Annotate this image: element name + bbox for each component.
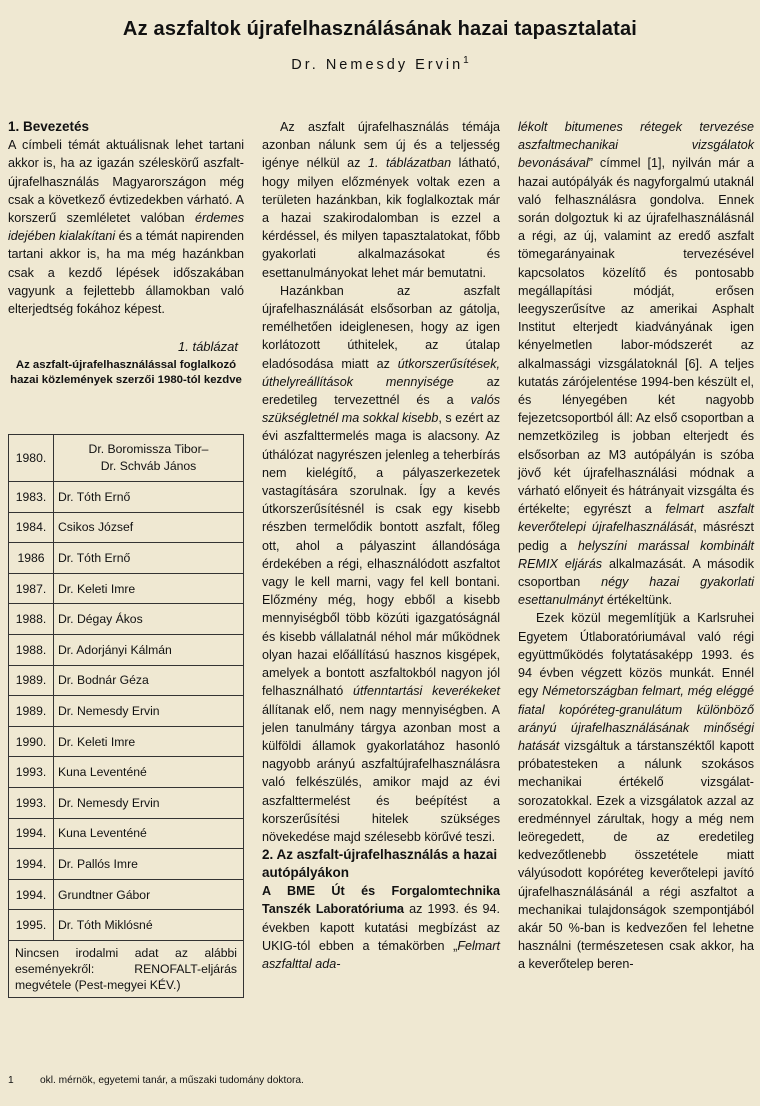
table-row [9, 604, 244, 635]
footnote-text: okl. mérnök, egyetemi tanár, a műszaki tudomány doktora. [40, 1075, 304, 1086]
year-cell: 1990. [9, 726, 54, 757]
author-cell: Kuna Leventéné [54, 757, 244, 788]
year-cell: 1988. [9, 604, 54, 635]
emphasis-run: Németországban felmart, még eléggé fiatal kopóréteg-granulátum különböző arányú újrafelhasználásának minőségi hatását [518, 684, 754, 753]
author-cell: Dr. Tóth Miklósné [54, 910, 244, 941]
author-cell: Grundtner Gábor [54, 879, 244, 910]
author-cell: Dr. Bodnár Géza [54, 665, 244, 696]
footnote [8, 1075, 304, 1086]
bold-run: A BME Út és Forgalomtechnika Tanszék Laboratóriuma [262, 884, 500, 917]
emphasis-run: helyszíni marással kombinált REMIX eljárás [518, 538, 754, 571]
col2-paragraph-2 [262, 282, 500, 846]
publications-table [8, 434, 244, 998]
emphasis-run: útkorszerűsítések, úthelyreállítások mennyisége [262, 356, 500, 389]
author-cell: Dr. Nemesdy Ervin [54, 696, 244, 727]
column-3 [518, 118, 754, 974]
author-line: Dr. Boromissza Tibor– [88, 442, 209, 456]
author-cell: Dr. Dégay Ákos [54, 604, 244, 635]
author-cell: Csikos József [54, 512, 244, 543]
col3-paragraph-2 [518, 609, 754, 973]
table-number: 1. táblázat [178, 339, 238, 355]
author-cell: Kuna Leventéné [54, 818, 244, 849]
author-cell: Dr. Keleti Imre [54, 726, 244, 757]
author-cell: Dr. Pallós Imre [54, 849, 244, 880]
table-row [9, 573, 244, 604]
author-cell: Dr. Nemesdy Ervin [54, 787, 244, 818]
year-cell: 1989. [9, 696, 54, 727]
text-run: A címbeli témát aktuálisnak lehet tartani akkor is, ha az igazán széleskörű aszfalt-újrafelhasználás Magyarországon még csak a következő évtizedekben várható. A korszerű szemléletet valóban [8, 138, 244, 226]
text-run: ” címmel [1], nyilván már a hazai autópályák és nagyforgalmú utaknál való felhasználásra gondolva. Ennek során dolgoztuk ki az újrafelhasználásnál a régi, az új, valamint az eredő aszfalt tömegarányainak tervezésével kapcsolatos közelítő és pontosabb megállapítási módját, erősen leegyszerűsítve az amerikai Asphalt Institut elterjedt kiadványának igen kényelmetlen labor-módszerét az alkalmassági vizsgálatoknál [6]. A teljes kutatás zárójelentése 1994-ben készült el, és lényegében két nagyobb fejezetcsoportból áll: Az első csoportban a nemzetközileg is jobban elterjedt és elsősorban az M3 autópályán is szóba jövő két újrafelhasználási módnak a várható előnyeit és hátrányait vizsgálta és értékelte; egyrészt a [518, 156, 754, 517]
emphasis-run: 1. táblázatban [367, 156, 452, 171]
emphasis-run: valós szükségletnél ma sokkal kisebb [262, 393, 500, 426]
col2-paragraph-3 [262, 882, 500, 973]
emphasis-run: Felmart aszfalttal ada- [262, 938, 500, 971]
table-row [9, 726, 244, 757]
year-cell: 1994. [9, 849, 54, 880]
author-cell: Dr. Tóth Ernő [54, 543, 244, 574]
author-cell: Dr. Keleti Imre [54, 573, 244, 604]
text-run: Hazánkban az aszfalt újrafelhasználását elsősorban az gátolja, remélhetően ideiglenesen, hogy az igen korlátozott úthitelek, az útalap eladósodása miatt az [262, 283, 500, 371]
year-cell: 1984. [9, 512, 54, 543]
col2-paragraph-1 [262, 118, 500, 282]
table-row [9, 512, 244, 543]
table-row [9, 849, 244, 880]
table-row [9, 665, 244, 696]
author-footnote-mark: 1 [463, 55, 469, 66]
author-cell: Dr. Tóth Ernő [54, 482, 244, 513]
text-run: vizsgáltuk a társtanszéktől kapott próbatesteken a nálunk szokásos mechanikai értékelő vizsgálat-sorozatokkal. Ezek a vizsgálatok azzal az eredménnyel zárultak, hogy a még nem leöregedett, de az eredetileg kedvezőtlenebb összetétele miatt vályúsodott kopóréteg keverőtelepi javító újrafelhasználásánál a régi aszfaltot a mechanikai tulajdonságok szempontjából akár 50 %-ban is kedvezően fel lehetne használni (természetesen csak akkor, ha a keverőtelep beren- [518, 738, 754, 972]
table-caption: Az aszfalt-újrafelhasználással foglalkozó hazai közlemények szerzői 1980-tól kezdve [10, 359, 242, 386]
column-1 [8, 118, 244, 387]
text-run: látható, hogy milyen előzmények voltak ezen a területen hazánkban, kik foglalkoztak már a hazai szakirodalomban is ezzel a kérdéssel, és milyen tapasztalatokat, főbb gyakorlati alkalmazásokat és esettanulmányokat lehet már bemutatni. [262, 156, 500, 280]
section-1-paragraph [8, 136, 244, 318]
text-run: , s ezért az évi aszfalttermelés maga is alacsony. Az úthálózat nagyrészen jelenleg a teherbírás nem kielégítő, a pályaszerkezetek vastagítására szorulnak. Így a kevés útkorszerűsítésnél is csak egy kisebb részben termelődik bontott aszfalt, főleg ott, ahol a pályaszint állandósága érdekében a régi, elhasználódott aszfaltot vagy le kell marni, vagy fel kell bontani. Előzmény még, hogy ebből a kisebb mennyiségből több közúti igazgatóságnál és kisebb vállalatnál néhol már működnek olyan hazai előállítású hasznos kisgépek, amelyek a bontott aszfaltokból nagyon jól felhasználható [262, 411, 500, 699]
column-2 [262, 118, 500, 973]
year-cell: 1993. [9, 757, 54, 788]
year-cell: 1989. [9, 665, 54, 696]
emphasis-run: útfenntartási keverékeket [353, 684, 500, 699]
year-cell: 1994. [9, 879, 54, 910]
author-cell: Dr. Adorjányi Kálmán [54, 634, 244, 665]
col3-paragraph-1 [518, 118, 754, 609]
table-row [9, 757, 244, 788]
text-run: az 1993. és 94. években kapott kutatási megbízást az UKIG-tól ebben a témakörben „ [262, 902, 501, 953]
year-cell: 1994. [9, 818, 54, 849]
year-cell: 1987. [9, 573, 54, 604]
table-row [9, 435, 244, 482]
article-title: Az aszfaltok újrafelhasználásának hazai tapasztalatai [122, 18, 638, 40]
text-run: alkalmazását. A második csoportban [518, 556, 754, 590]
year-cell: 1980. [9, 435, 54, 482]
text-run: állítanak elő, nem nagy mennyiségben. A jelen tanulmány tárgya azonban most a külföldi államok gyakorlatához hasonló nagyobb arányú aszfaltújrafelhasználásra való felkészülés, amikor majd az évi aszfalttermelést és beépítést a korszerűsítési hitelek szükséges növekedése majd szélesebb körűvé teszi. [262, 702, 500, 844]
text-run: értékeltünk. [603, 593, 673, 608]
text-run: Az aszfalt újrafelhasználás témája azonban nálunk sem új és a teljesség igénye nélkül az [262, 120, 500, 171]
text-run: , másrészt pedig a [518, 520, 754, 553]
author-cell [54, 435, 244, 482]
text-run: az eredetileg tervezettnél és a [262, 374, 500, 408]
year-cell: 1988. [9, 634, 54, 665]
emphasis-run: felmart aszfalt keverőtelepi újrafelhasználását [518, 502, 754, 535]
year-cell: 1993. [9, 787, 54, 818]
text-run: Ezek közül megemlítjük a Karlsruhei Egyetem Útlaboratóriumával való régi együttműködés folytatásaképp 1993. és 94 évben végzett közös munkát. Ennél egy [518, 611, 754, 699]
table-note: Nincsen irodalmi adat az alábbi eseményekről: RENOFALT-eljárás megvétele (Pest-megyei KÉV.) [9, 940, 244, 997]
table-row [9, 543, 244, 574]
author-line [0, 55, 760, 73]
footnote-mark: 1 [8, 1075, 14, 1086]
table-row [9, 482, 244, 513]
author-line: Dr. Schváb János [100, 459, 197, 473]
year-cell: 1983. [9, 482, 54, 513]
table-row [9, 787, 244, 818]
emphasis-run: lékolt bitumenes rétegek tervezése aszfaltmechanikai vizsgálatok bevonásával [518, 120, 754, 171]
section-1-heading: 1. Bevezetés [8, 119, 90, 134]
year-cell: 1995. [9, 910, 54, 941]
emphasis-run: négy hazai gyakorlati esettanulmányt [518, 575, 755, 608]
section-2-heading: 2. Az aszfalt-újrafelhasználás a hazai autópályákon [262, 847, 498, 881]
table-row [9, 634, 244, 665]
year-cell: 1986 [9, 543, 54, 574]
table-row [9, 818, 244, 849]
table-row [9, 696, 244, 727]
table-row [9, 910, 244, 941]
author-name: Dr. Nemesdy Ervin [291, 56, 464, 73]
table-row [9, 879, 244, 910]
text-run: és a témát napirenden tartani akkor is, ha ma még hazánkban csak a kezdő lépések időszakában vagyunk a fejlettebb államokban való elterjedtség fokához képest. [8, 229, 244, 317]
emphasis-run: érdemes idejében kialakítani [8, 211, 244, 244]
